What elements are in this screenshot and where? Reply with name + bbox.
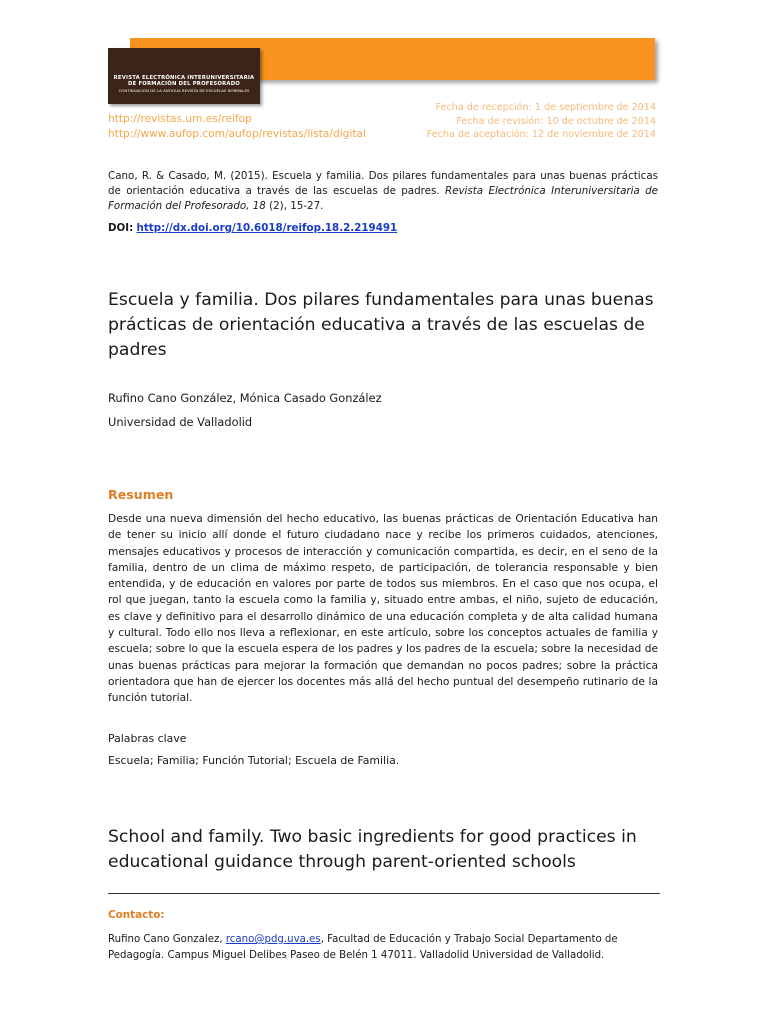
citation-issue-pages: (2), 15-27. (269, 200, 324, 212)
journal-logo (108, 48, 260, 104)
resumen-heading: Resumen (108, 487, 174, 502)
logo-line-1: REVISTA ELECTRÓNICA INTERUNIVERSITARIA (113, 75, 255, 81)
date-accepted: Fecha de aceptación: 12 de noviembre de 2014 (426, 129, 656, 140)
footnote-divider (108, 893, 660, 894)
journal-link-reifop[interactable]: http://revistas.um.es/reifop (108, 113, 252, 125)
contact-address: , Facultad de Educación y Trabajo Social Departamento de Pedagogía. Campus Miguel Delibes Paseo de Belén 1 47011. Valladolid Universidad de Valladolid. (108, 934, 618, 961)
article-title-english: School and family. Two basic ingredients for good practices in educational guidance through parent-oriented schools (108, 827, 637, 872)
doi-line (108, 222, 397, 234)
article-title-spanish: Escuela y familia. Dos pilares fundamentales para unas buenas prácticas de orientación educativa a través de las escuelas de padres (108, 290, 654, 360)
article-authors: Rufino Cano González, Mónica Casado González (108, 391, 382, 405)
logo-line-3: CONTINUACIÓN DE LA ANTIGUA REVISTA DE ESCUELAS NORMALES (118, 88, 250, 94)
journal-link-aufop[interactable]: http://www.aufop.com/aufop/revistas/lista/digital (108, 127, 366, 140)
date-revised: Fecha de revisión: 10 de octubre de 2014 (456, 115, 656, 127)
contact-details (108, 932, 660, 963)
keywords-heading: Palabras clave (108, 732, 187, 745)
citation (108, 169, 658, 214)
abstract-text: Desde una nueva dimensión del hecho educativo, las buenas prácticas de Orientación Educativa han de tener su inicio allí donde el futuro ciudadano nace y recibe los primeros cuidados, atenciones, mensajes educativos y procesos de interacción y comunicación compartida, es decir, en el seno de la familia, dentro de un clima de máximo respeto, de participación, de tolerancia responsable y bien entendida, y de educación en valores por parte de todos sus miembros. En el caso que nos ocupa, el rol que juegan, tanto la escuela como la familia y, situado entre ambas, el niño, sujeto de educación, es clave y definitivo para el desarrollo dinámico de una educación completa y de alta calidad humana y cultural. Todo ello nos lleva a reflexionar, en este artículo, sobre los conceptos actuales de familia y escuela; sobre lo que la escuela espera de los padres y los padres de la escuela; sobre la necesidad de unas buenas prácticas para mejorar la formación que demandan no pocos padres; sobre la práctica orientadora que han de ejercer los docentes más allá del hecho puntual del desempeño rutinario de la función tutorial. (108, 512, 658, 705)
doi-label: DOI: (108, 222, 134, 234)
doi-link[interactable]: http://dx.doi.org/10.6018/reifop.18.2.219491 (136, 222, 398, 234)
article-affiliation: Universidad de Valladolid (108, 415, 253, 429)
keywords-list: Escuela; Familia; Función Tutorial; Escuela de Familia. (108, 754, 400, 767)
date-received: Fecha de recepción: 1 de septiembre de 2014 (435, 102, 656, 113)
contact-heading: Contacto: (108, 909, 165, 921)
contact-name: Rufino Cano Gonzalez, (108, 934, 226, 945)
publication-dates (427, 101, 656, 142)
contact-email-link[interactable]: rcano@pdg.uva.es (225, 934, 321, 945)
citation-journal: Revista Electrónica Interuniversitaria de Formación del Profesorado, 18 (108, 185, 659, 212)
citation-authors-title: Cano, R. & Casado, M. (2015). Escuela y familia. Dos pilares fundamentales para unas buenas prácticas de orientación educativa a través de las escuelas de padres. (108, 170, 658, 197)
journal-links (108, 112, 366, 141)
logo-line-2: DE FORMACIÓN DEL PROFESORADO (128, 80, 240, 87)
